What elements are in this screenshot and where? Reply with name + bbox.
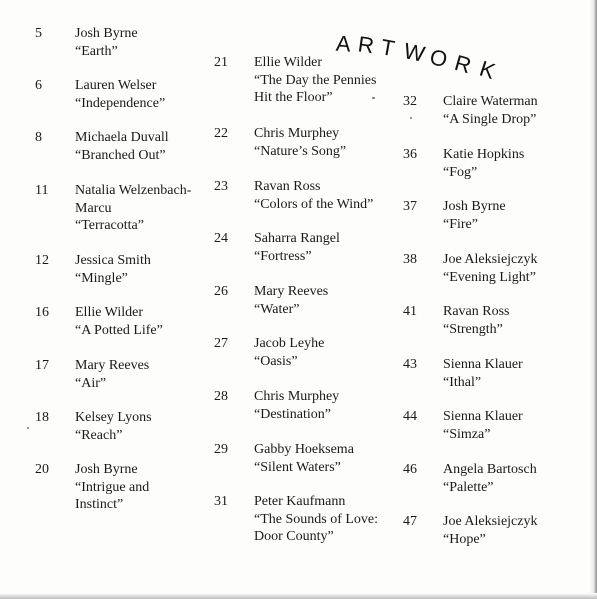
artist-name: Sienna Klauer [443,409,523,424]
page-number: 11 [35,183,49,198]
artist-name: Jacob Leyhe [254,336,325,351]
page-number: 29 [214,442,228,457]
page-number: 41 [403,304,417,319]
artwork-title: “Earth” [75,43,118,59]
artist-name: Ellie Wilder [254,55,322,70]
artist-name: Kelsey Lyons [75,410,152,425]
artwork-title: “Nature’s Song” [254,143,347,159]
artist-name: Josh Byrne [75,462,138,477]
artwork-title: “Silent Waters” [254,459,341,475]
page-number: 46 [403,462,417,477]
heading-letter: R [451,49,475,79]
artwork-title: “Strength” [443,321,503,337]
page-number: 24 [214,231,228,246]
artwork-title: “Fortress” [254,248,312,264]
artist-name: Jessica Smith [75,253,151,268]
artist-name: Josh Byrne [75,26,138,41]
artwork-title: “Independence” [75,95,166,111]
page-number: 38 [403,252,417,267]
artwork-title: “Reach” [75,427,123,443]
artist-name: Katie Hopkins [443,147,525,162]
page-number: 28 [214,389,228,404]
page-number: 47 [403,514,417,529]
artwork-title: “Water” [254,301,300,317]
artwork-title: “Branched Out” [75,147,166,163]
artwork-title: “Air” [75,375,107,391]
page-number: 5 [35,26,42,41]
artist-name: Ellie Wilder [75,305,143,320]
page-number: 8 [35,130,42,145]
artist-name: Ravan Ross [254,179,321,194]
artist-name: Michaela Duvall [75,130,169,145]
artwork-title: “Evening Light” [443,269,536,285]
page-number: 22 [214,126,228,141]
heading-letter: W [401,38,428,67]
heading-letter: A [335,30,352,57]
artwork-title: “Fog” [443,164,478,180]
page-number: 43 [403,357,417,372]
page-number: 6 [35,78,42,93]
artwork-title: “Mingle” [75,270,128,286]
artwork-title: “Ithal” [443,374,482,390]
artist-name: Josh Byrne [443,199,506,214]
page-number: 31 [214,494,228,509]
artist-name: Natalia Welzenbach- Marcu [75,183,192,216]
scan-speck [410,117,412,119]
artist-name: Chris Murphey [254,389,340,404]
artist-name: Lauren Welser [75,78,157,93]
artist-name: Joe Aleksiejczyk [443,252,538,267]
scan-speck [27,427,29,429]
page-number: 12 [35,253,49,268]
page-number: 18 [35,410,49,425]
artwork-title: “Fire” [443,216,478,232]
artwork-title: “Hope” [443,531,486,547]
page-number: 44 [403,409,417,424]
artwork-title: “Destination” [254,406,331,422]
artist-name: Claire Waterman [443,94,538,109]
scan-edge-right [589,0,597,599]
artist-name: Joe Aleksiejczyk [443,514,538,529]
artist-name: Mary Reeves [254,284,329,299]
artwork-title: “Simza” [443,426,491,442]
page-number: 26 [214,284,228,299]
artist-name: Peter Kaufmann [254,494,346,509]
artist-name: Mary Reeves [75,358,150,373]
page-number: 32 [403,94,417,109]
artwork-title: “Terracotta” [75,218,144,233]
artwork-title: “A Potted Life” [75,322,163,338]
page-number: 20 [35,462,49,477]
artwork-title: “The Sounds of Love: Door County” [254,511,379,544]
page-number: 23 [214,179,228,194]
artist-name: Sienna Klauer [443,357,523,372]
artwork-title: “The Day the Pennies Hit the Floor” [254,72,377,105]
artist-name: Gabby Hoeksema [254,442,354,457]
artwork-title: “Colors of the Wind” [254,196,374,212]
heading-letter: T [379,34,397,62]
page-number: 37 [403,199,417,214]
artwork-title: “Oasis” [254,353,298,369]
artist-name: Saharra Rangel [254,231,340,246]
artist-name: Chris Murphey [254,126,340,141]
page-number: 21 [214,55,228,70]
heading-letter: K [476,55,499,85]
page-number: 16 [35,305,49,320]
artist-name: Ravan Ross [443,304,510,319]
artist-name: Angela Bartosch [443,462,537,477]
artwork-title: “A Single Drop” [443,111,537,127]
heading-letter: O [427,43,450,73]
artwork-title: “Palette” [443,479,494,495]
scan-edge-bottom [0,593,597,599]
page-number: 27 [214,336,228,351]
scan-speck [372,97,375,99]
artwork-title: “Intrigue and Instinct” [75,479,150,512]
heading-letter: R [356,31,376,59]
page-number: 17 [35,358,49,373]
page-number: 36 [403,147,417,162]
